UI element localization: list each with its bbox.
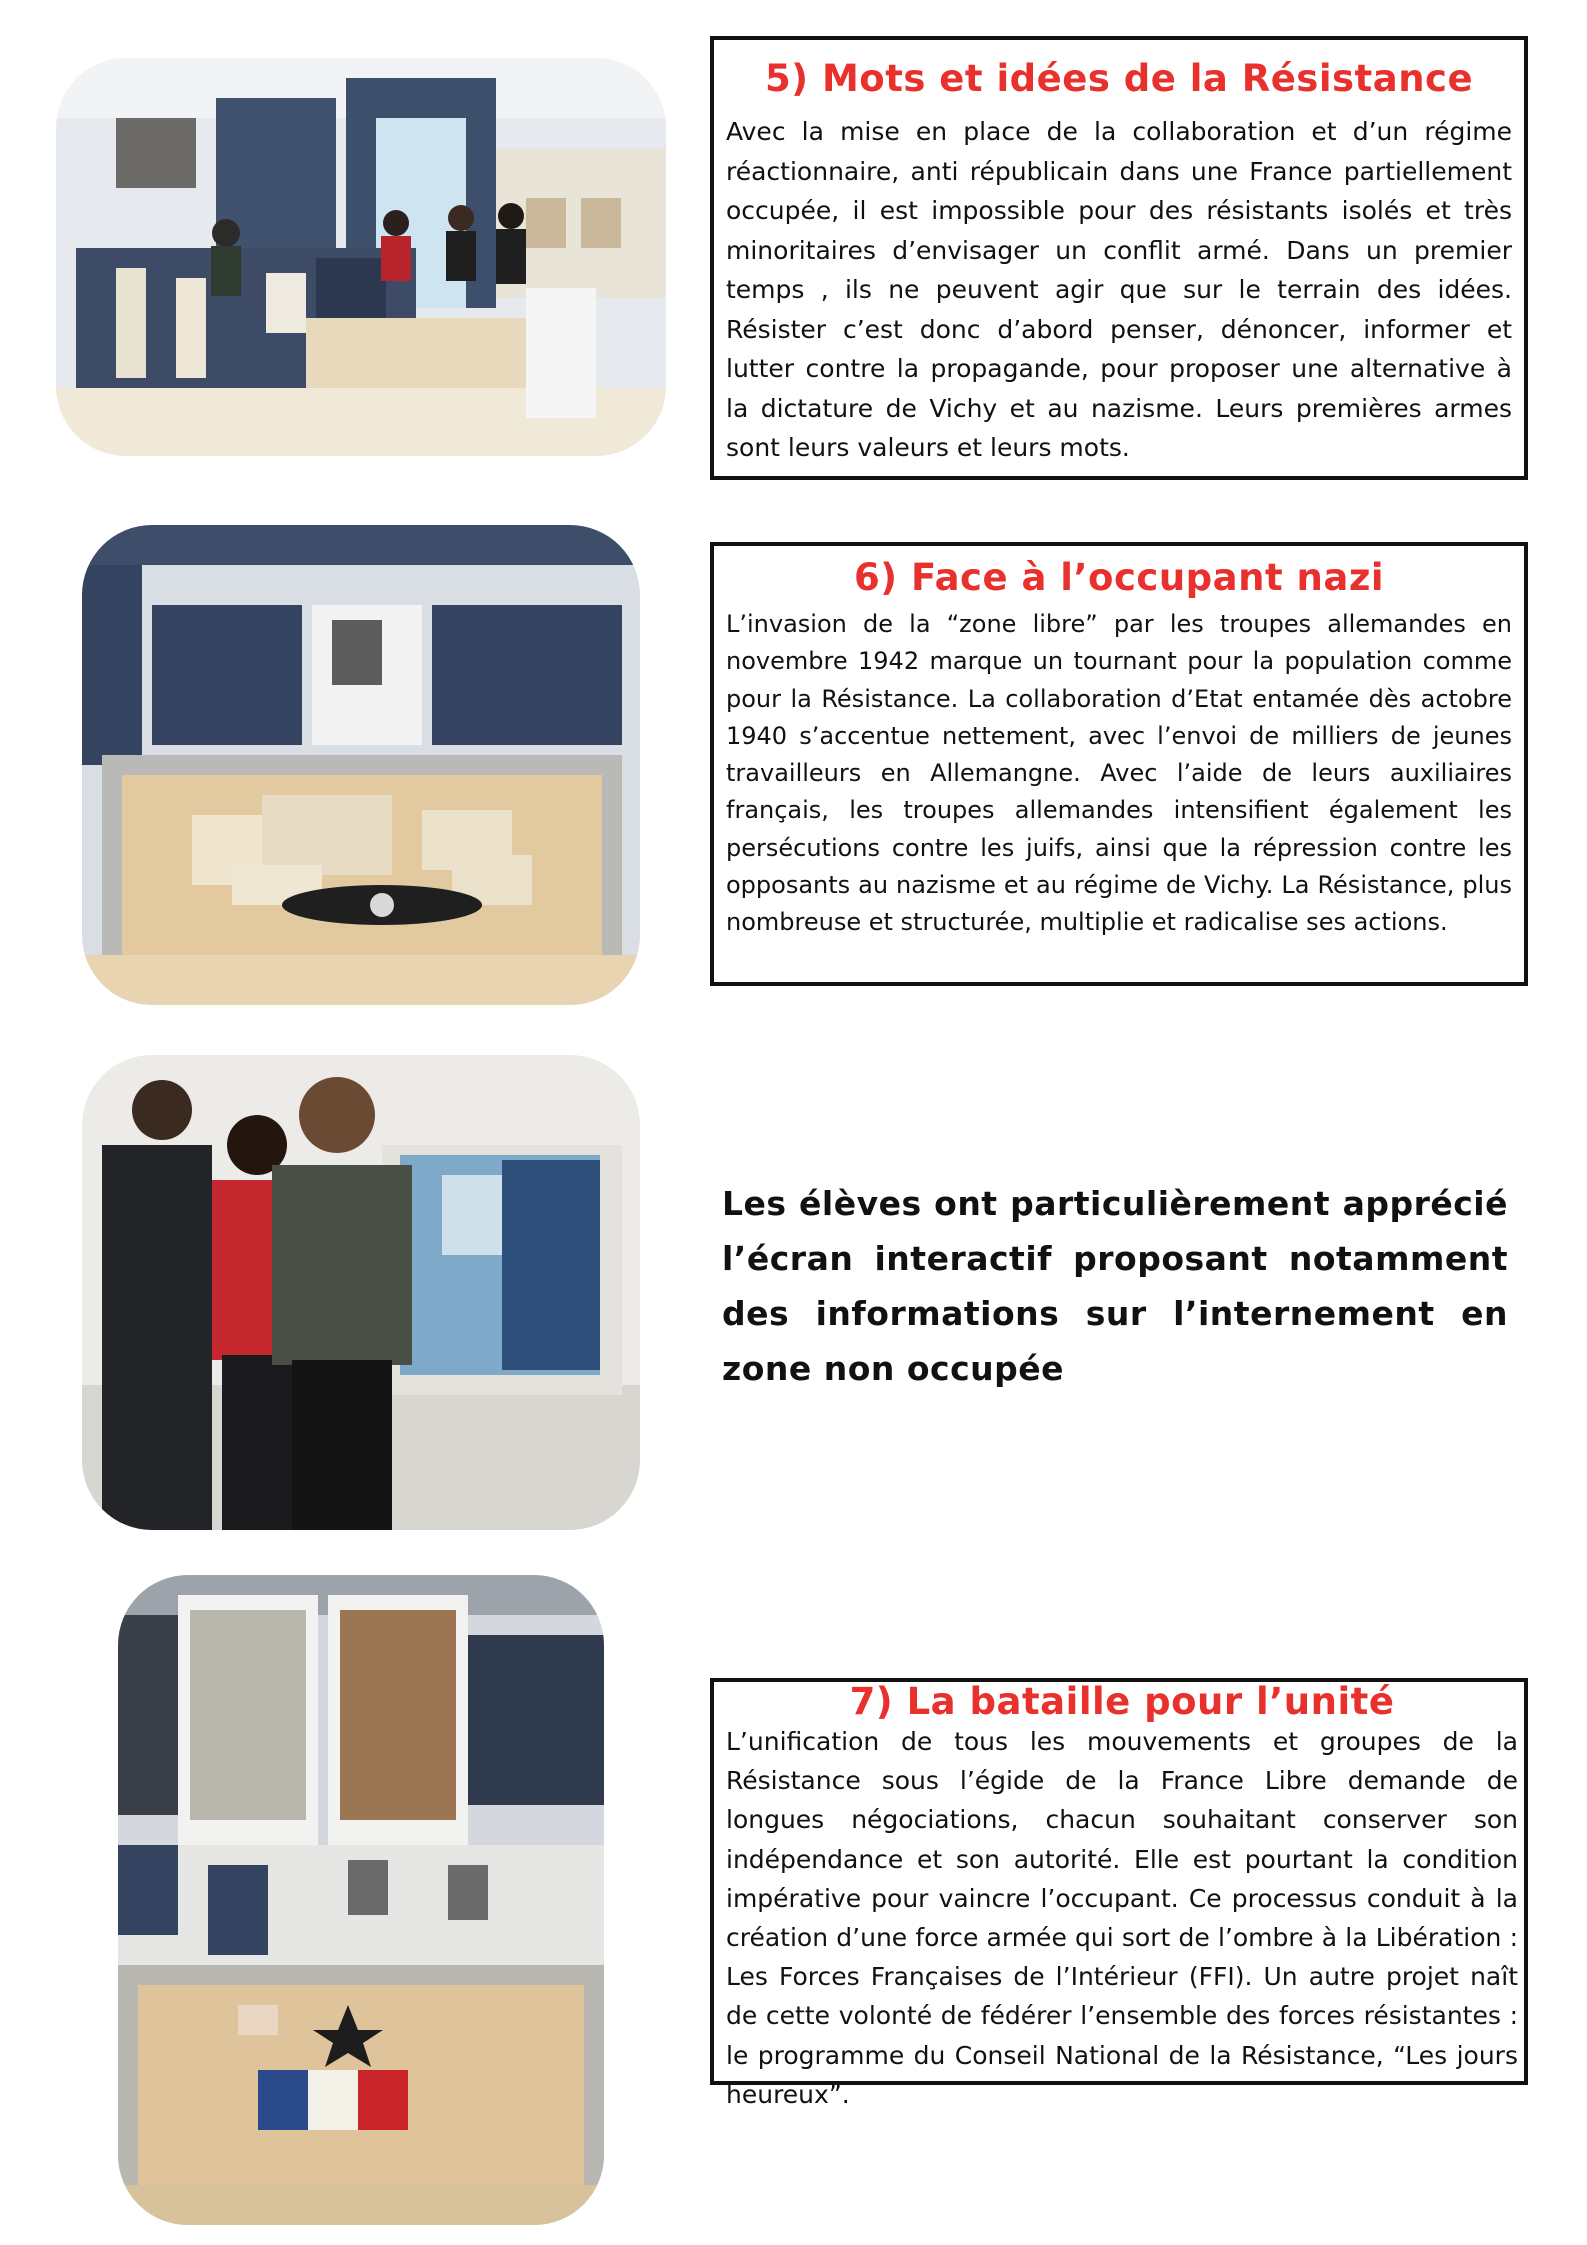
museum-photo-3: [82, 1055, 640, 1530]
section-text-5: Avec la mise en place de la collaboration et d’un régime réactionnaire, anti républicain dans une France partiellement occupée, il est impossible pour des résistants isolés et très minoritaires d’envisager un conflit armé. Dans un premier temps , ils ne peuvent agir que sur le terrain des idées. Résister c’est donc d’abord penser, dénoncer, informer et lutter contre la propagande, pour proposer une alternative à la dictature de Vichy et au nazisme. Leurs premières armes sont leurs valeurs et leurs mots.: [726, 117, 1512, 462]
section-box-5: [710, 36, 1528, 480]
section-text-7: L’unification de tous les mouvements et groupes de la Résistance sous l’égide de la France Libre demande de longues négociations, chacun souhaitant conserver son indépendance et son autorité. Elle est pourtant la condition impérative pour vaincre l’occupant. Ce processus conduit à la création d’une force armée qui sort de l’ombre à la Libération : Les Forces Françaises de l’Intérieur (FFI). Un autre projet naît de cette volonté de fédérer l’ensemble des forces résistantes : le programme du Conseil National de la Résistance, “Les jours heureux”.: [726, 1727, 1518, 2109]
museum-photo-4: [118, 1575, 604, 2225]
section-box-6: [710, 542, 1528, 986]
museum-photo-1: [56, 58, 666, 456]
section-box-7: [710, 1678, 1528, 2109]
section-text-6: L’invasion de la “zone libre” par les troupes allemandes en novembre 1942 marque un tournant pour la population comme pour la Résistance. La collaboration d’Etat entamée dès actobre 1940 s’accentue nettement, avec l’envoi de milliers de jeunes travailleurs en Allemangne. Avec l’aide de leurs auxiliaires français, les troupes allemandes intensifient également les persécutions contre les juifs, ainsi que la répression contre les opposants au nazisme et au régime de Vichy. La Résistance, plus nombreuse et structurée, multiplie et radicalise ses actions.: [726, 610, 1512, 937]
section-title-6: 6) Face à l’occupant nazi: [853, 556, 1385, 599]
section-title-7: 7) La bataille pour l’unité: [849, 1680, 1395, 1723]
museum-photo-2: [82, 525, 640, 1005]
callout-text: Les élèves ont particulièrement apprécié l’écran interactif proposant notamment des informations sur l’internement en zone non occupée: [722, 1184, 1508, 1388]
section-title-5: 5) Mots et idées de la Résistance: [764, 57, 1474, 100]
